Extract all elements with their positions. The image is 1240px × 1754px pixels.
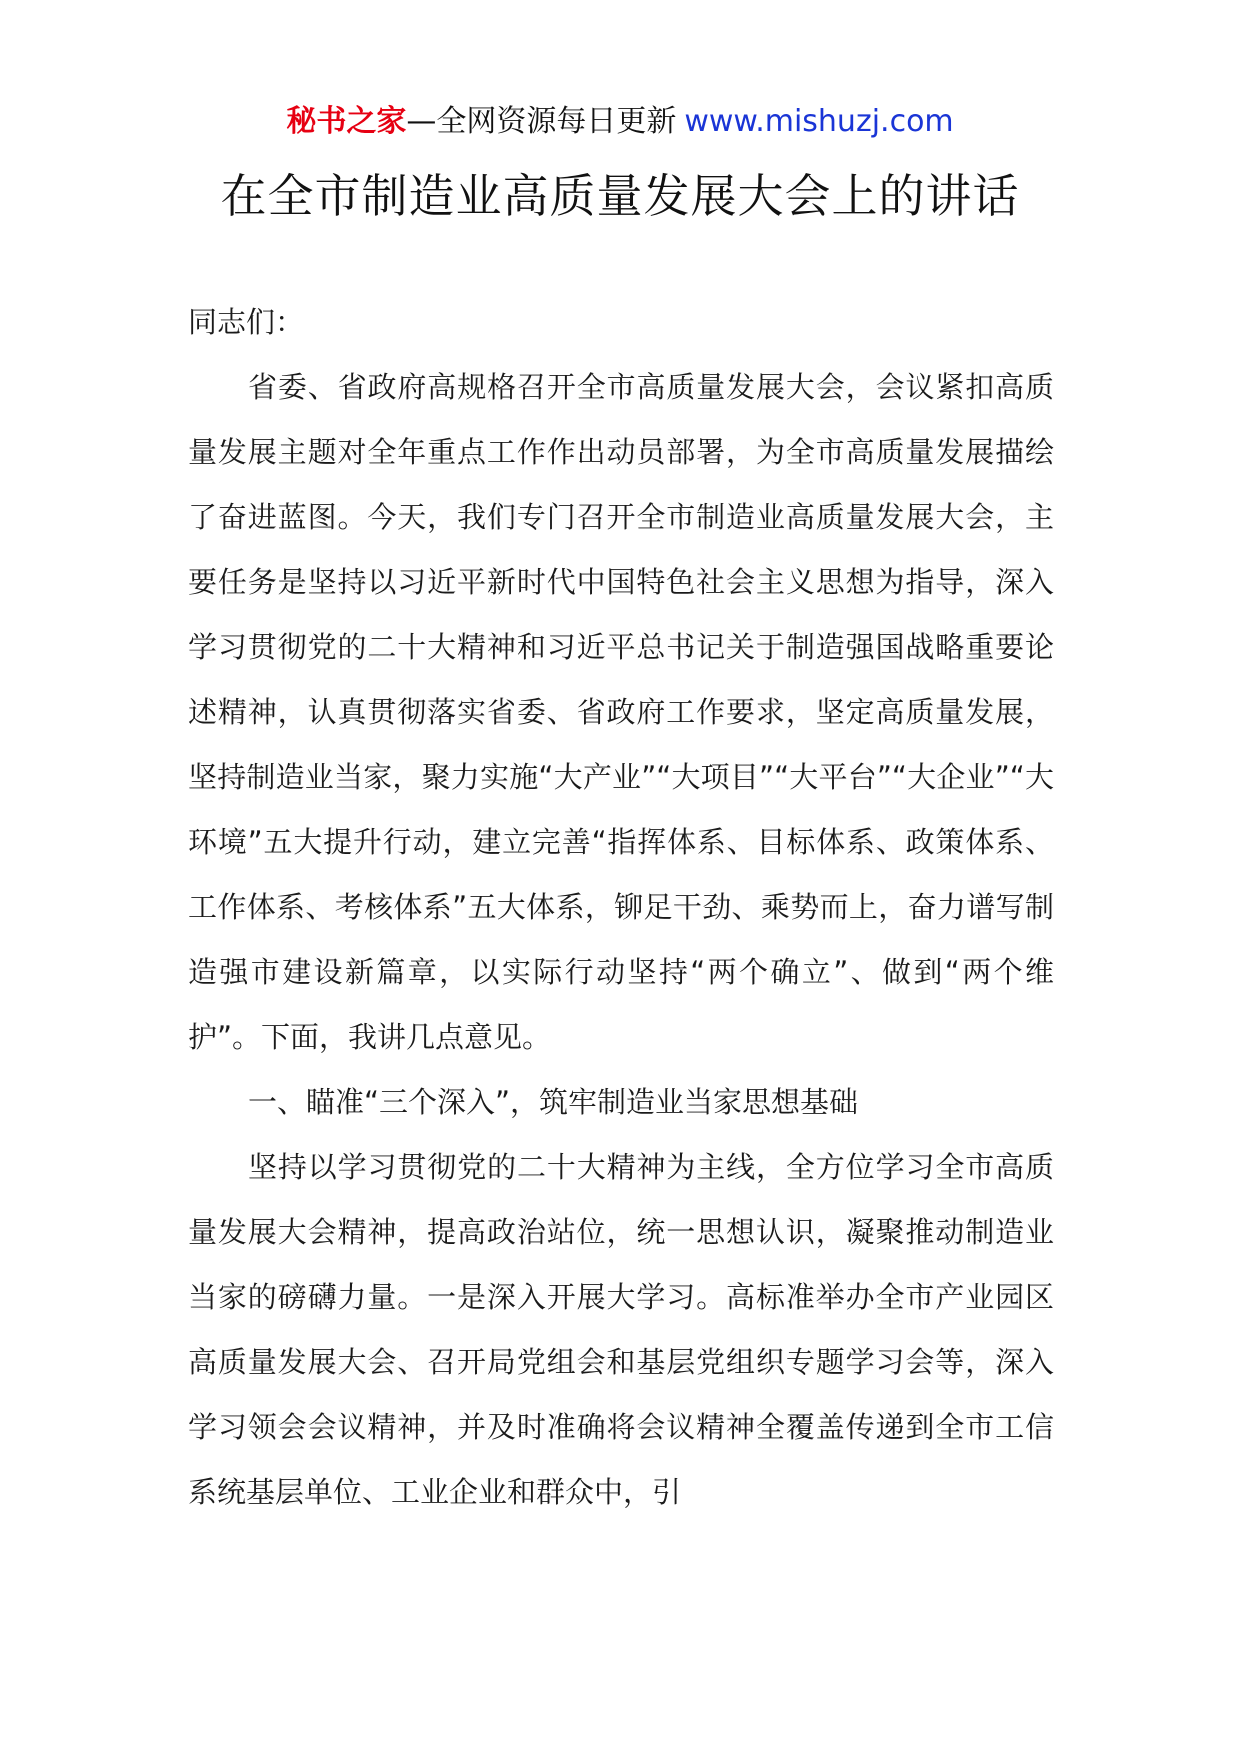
document-title: 在全市制造业高质量发展大会上的讲话 [220,169,1020,223]
site-header [0,100,1240,144]
brand-name: 秘书之家 [286,104,407,139]
paragraph-section-1: 坚持以学习贯彻党的二十大精神为主线，全方位学习全市高质量发展大会精神，提高政治站位，统一思想认识，凝聚推动制造业当家的磅礴力量。一是深入开展大学习。高标准举办全市产业园区高质量发展大会、召开局党组会和基层党组织专题学习会等，深入学习领会会议精神，并及时准确将会议精神全覆盖传递到全市工信系统基层单位、工业企业和群众中，引 [188,1150,1054,1509]
paragraph-intro: 省委、省政府高规格召开全市高质量发展大会，会议紧扣高质量发展主题对全年重点工作作出动员部署，为全市高质量发展描绘了奋进蓝图。今天，我们专门召开全市制造业高质量发展大会，主要任务是坚持以习近平新时代中国特色社会主义思想为指导，深入学习贯彻党的二十大精神和习近平总书记关于制造强国战略重要论述精神，认真贯彻落实省委、省政府工作要求，坚定高质量发展，坚持制造业当家，聚力实施“大产业”“大项目”“大平台”“大企业”“大环境”五大提升行动，建立完善“指挥体系、目标体系、政策体系、工作体系、考核体系”五大体系，铆足干劲、乘势而上，奋力谱写制造强市建设新篇章，以实际行动坚持“两个确立”、做到“两个维护”。下面，我讲几点意见。 [188,370,1054,1054]
salutation: 同志们： [188,305,305,339]
site-url-link[interactable]: www.mishuzj.com [684,104,954,139]
document-body [188,290,1054,1525]
site-tagline: —全网资源每日更新 [406,104,677,139]
section-heading-1: 一、瞄准“三个深入”，筑牢制造业当家思想基础 [248,1085,859,1119]
